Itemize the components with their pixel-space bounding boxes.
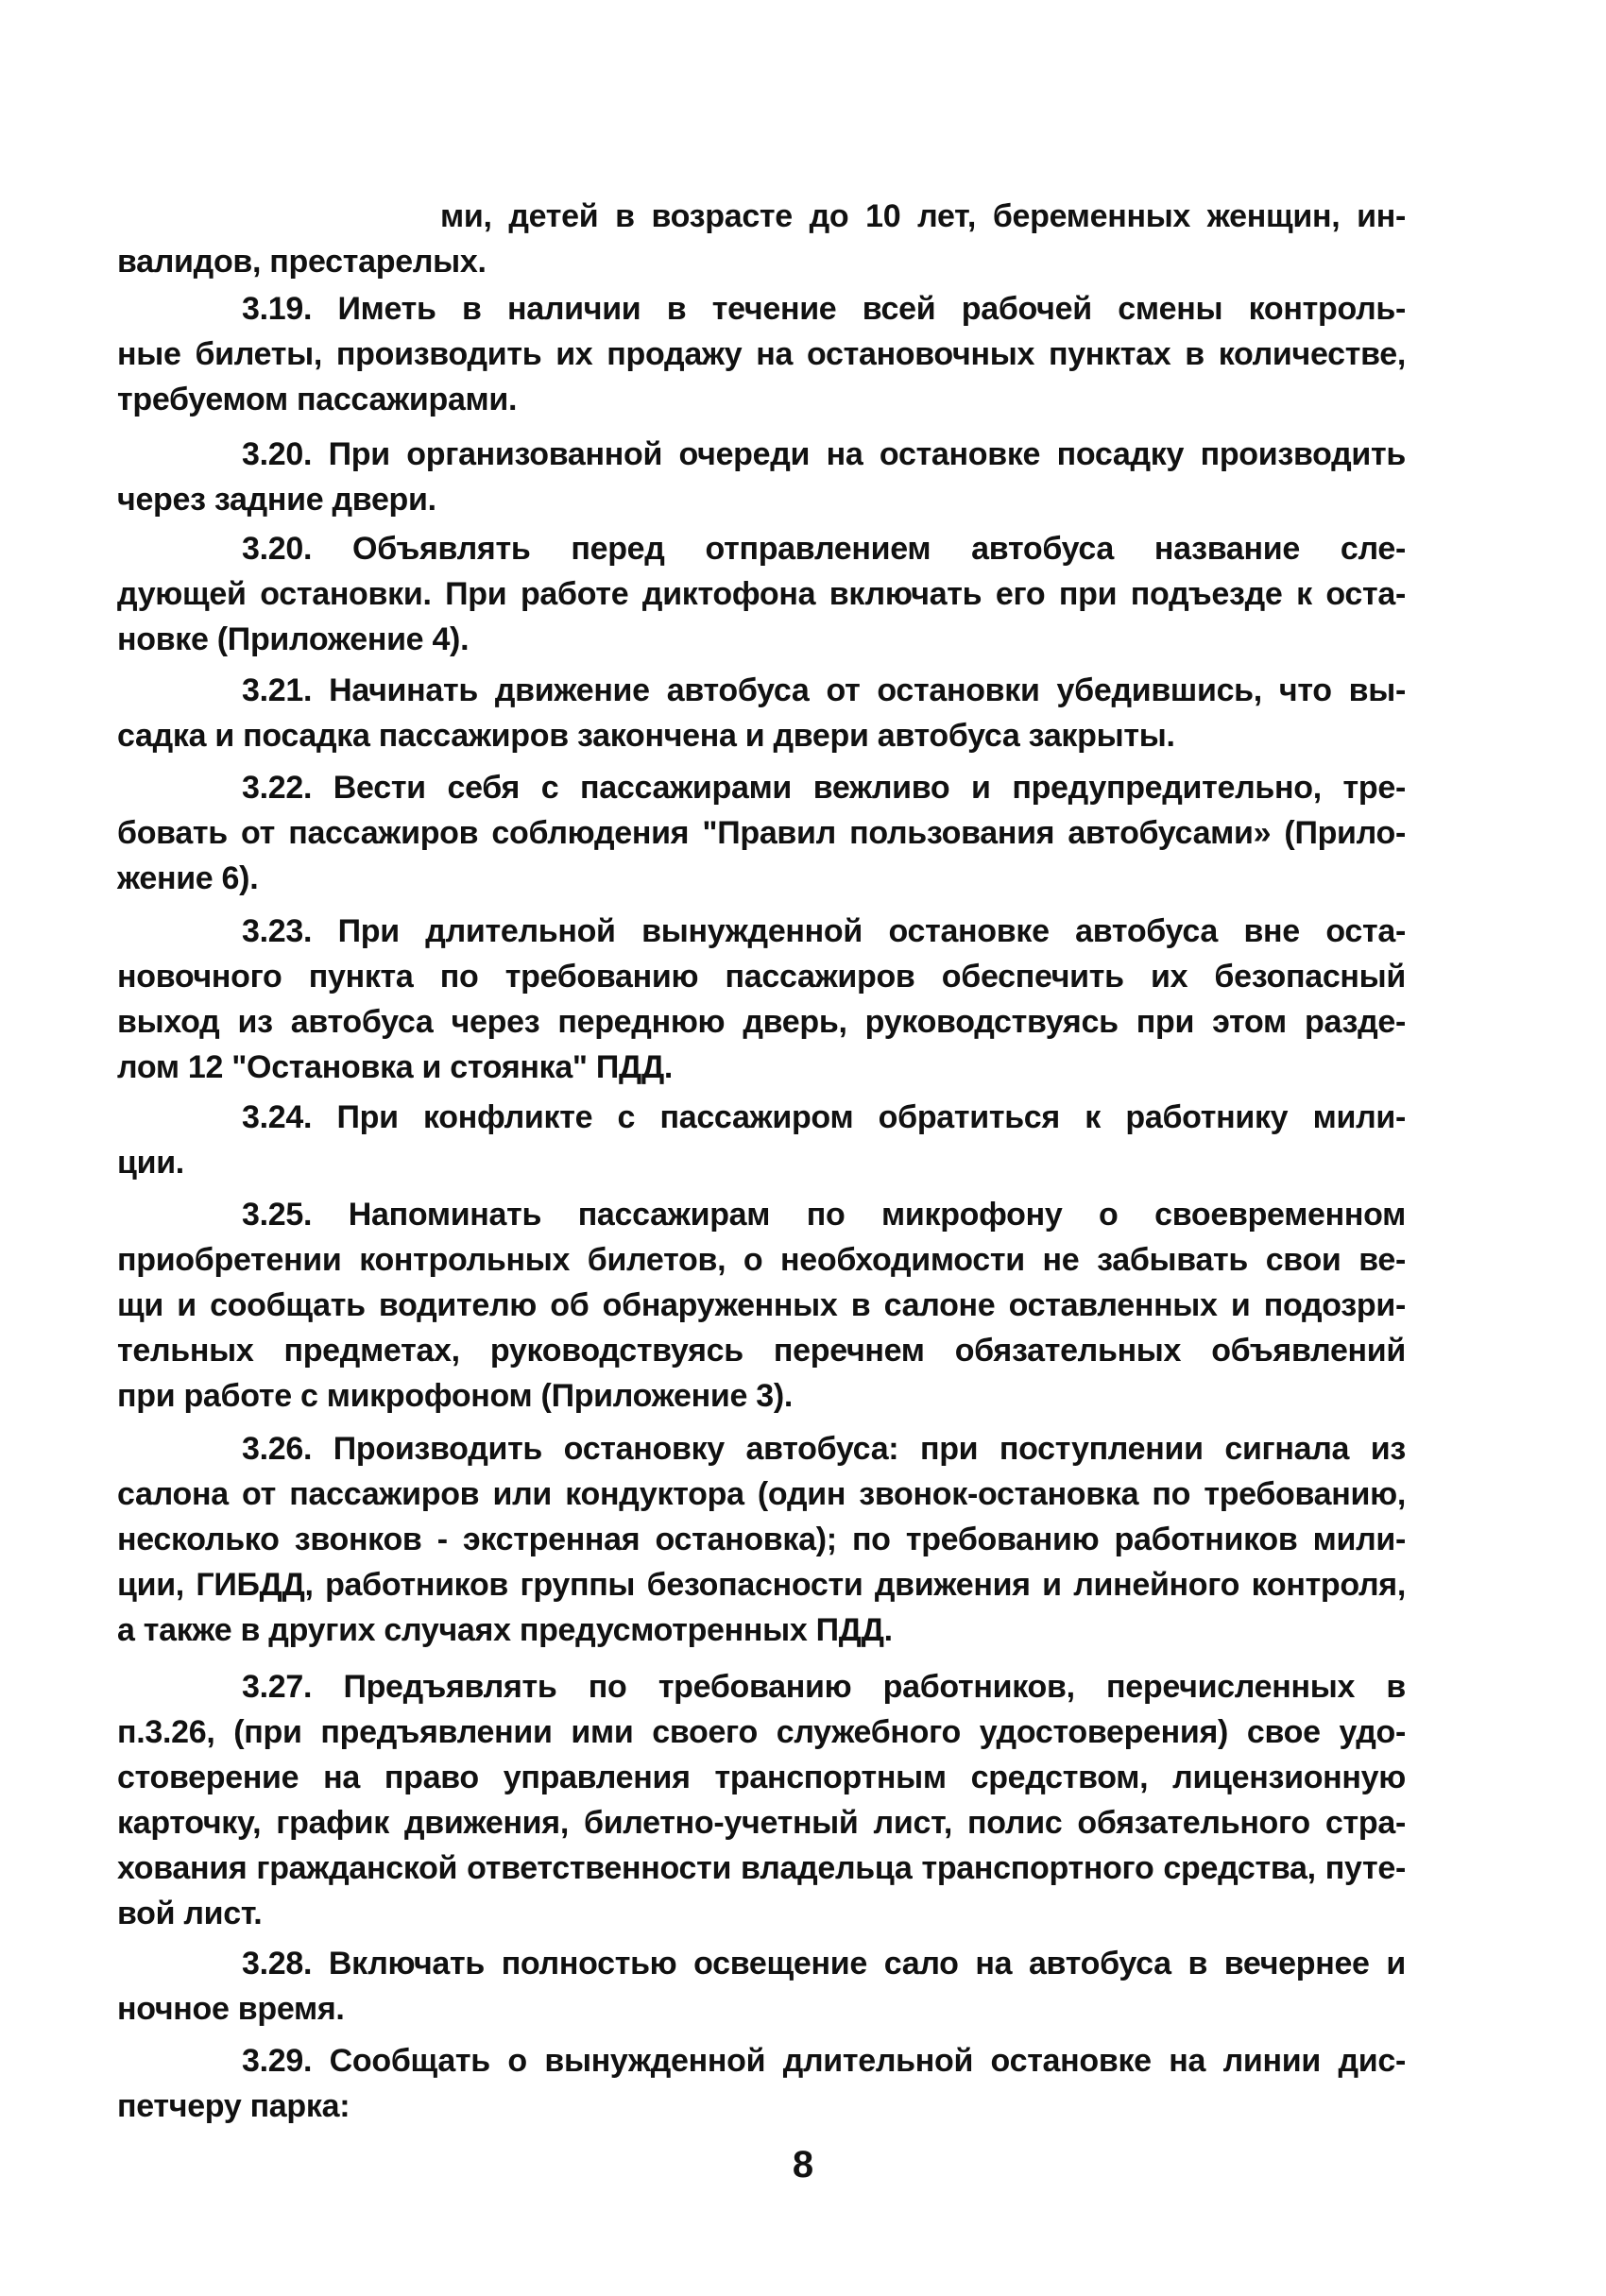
- text-line: выход из автобуса через переднюю дверь, руководствуясь при этом разде-: [117, 1004, 1406, 1040]
- text-line: 3.28. Включать полностью освещение сало на автобуса в вечернее и: [242, 1946, 1406, 1981]
- text-line: 3.29. Сообщать о вынужденной длительной остановке на линии дис-: [242, 2043, 1406, 2079]
- text-line: ции.: [117, 1145, 184, 1181]
- page-number: 8: [792, 2144, 814, 2185]
- text-line: а также в других случаях предусмотренных ПДД.: [117, 1612, 893, 1648]
- text-line: ми, детей в возрасте до 10 лет, беременных женщин, ин-: [440, 198, 1406, 234]
- text-line: 3.24. При конфликте с пассажиром обратиться к работнику мили-: [242, 1099, 1406, 1135]
- text-line: салона от пассажиров или кондуктора (один звонок-остановка по требованию,: [117, 1476, 1406, 1512]
- text-line: 3.26. Производить остановку автобуса: при поступлении сигнала из: [242, 1431, 1406, 1467]
- text-line: 3.27. Предъявлять по требованию работников, перечисленных в: [242, 1669, 1406, 1705]
- text-line: карточку, график движения, билетно-учетный лист, полис обязательного стра-: [117, 1805, 1406, 1841]
- text-line: ции, ГИБДД, работников группы безопасности движения и линейного контроля,: [117, 1567, 1406, 1603]
- text-line: требуемом пассажирами.: [117, 382, 518, 417]
- text-line: бовать от пассажиров соблюдения "Правил пользования автобусами» (Прило-: [117, 815, 1406, 851]
- text-line: лом 12 "Остановка и стоянка" ПДД.: [117, 1049, 674, 1085]
- text-line: 3.23. При длительной вынужденной остановке автобуса вне оста-: [242, 913, 1406, 949]
- text-line: стоверение на право управления транспортным средством, лицензионную: [117, 1760, 1406, 1795]
- text-line: новочного пункта по требованию пассажиров обеспечить их безопасный: [117, 959, 1406, 995]
- text-line: садка и посадка пассажиров закончена и двери автобуса закрыты.: [117, 718, 1175, 754]
- text-line: 3.25. Напоминать пассажирам по микрофону о своевременном: [242, 1197, 1406, 1233]
- text-line: несколько звонков - экстренная остановка); по требованию работников мили-: [117, 1522, 1406, 1557]
- text-line: ночное время.: [117, 1991, 345, 2027]
- text-line: через задние двери.: [117, 482, 436, 518]
- text-line: вой лист.: [117, 1896, 263, 1931]
- text-line: п.3.26, (при предъявлении ими своего служебного удостоверения) свое удо-: [117, 1714, 1406, 1750]
- text-line: дующей остановки. При работе диктофона включать его при подъезде к оста-: [117, 576, 1406, 612]
- text-line: хования гражданской ответственности владельца транспортного средства, путе-: [117, 1850, 1406, 1886]
- text-line: 3.22. Вести себя с пассажирами вежливо и предупредительно, тре-: [242, 770, 1406, 806]
- text-line: 3.20. При организованной очереди на остановке посадку производить: [242, 436, 1406, 472]
- text-line: петчеру парка:: [117, 2088, 350, 2124]
- text-line: приобретении контрольных билетов, о необходимости не забывать свои ве-: [117, 1242, 1406, 1278]
- text-line: новке (Приложение 4).: [117, 621, 470, 657]
- text-line: 3.21. Начинать движение автобуса от остановки убедившись, что вы-: [242, 672, 1406, 708]
- text-line: щи и сообщать водителю об обнаруженных в салоне оставленных и подозри-: [117, 1287, 1406, 1323]
- text-line: валидов, престарелых.: [117, 244, 487, 280]
- text-line: жение 6).: [117, 860, 259, 896]
- text-line: 3.19. Иметь в наличии в течение всей рабочей смены контроль-: [242, 291, 1406, 327]
- text-line: 3.20. Объявлять перед отправлением автобуса название сле-: [242, 531, 1406, 567]
- text-line: ные билеты, производить их продажу на остановочных пунктах в количестве,: [117, 336, 1406, 372]
- text-line: тельных предметах, руководствуясь перечнем обязательных объявлений: [117, 1333, 1406, 1369]
- text-line: при работе с микрофоном (Приложение 3).: [117, 1378, 793, 1414]
